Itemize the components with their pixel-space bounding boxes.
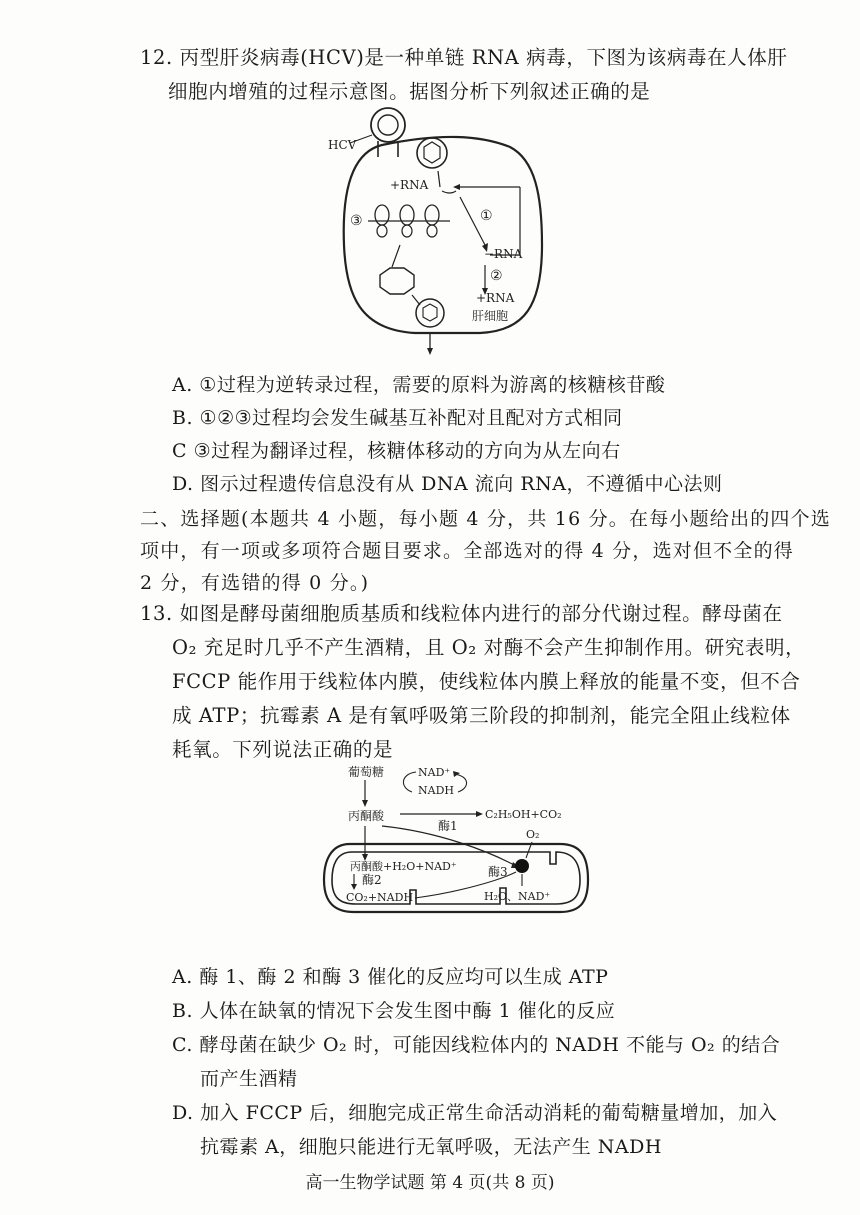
minus-rna: −RNA [484, 247, 523, 261]
q13-option-c-line-2: 而产生酒精 [200, 1068, 298, 1090]
process-2-mark: ② [490, 268, 503, 284]
q12-stem-line-1: 12. 丙型肝炎病毒(HCV)是一种单链 RNA 病毒，下图为该病毒在人体肝 [140, 46, 788, 69]
hcv-virion-inner [378, 115, 398, 135]
q13-option-d-line-1: D. 加入 FCCP 后，细胞完成正常生命活动消耗的葡萄糖量增加，加入 [172, 1102, 778, 1124]
mito-reactants: 丙酮酸+H₂O+NAD⁺ [350, 860, 457, 873]
q12-option-b: B. ①②③过程均会发生碱基互补配对且配对方式相同 [172, 407, 623, 429]
plus-rna-top: +RNA [390, 178, 429, 192]
enzyme3-complex [515, 859, 529, 873]
glucose-label: 葡萄糖 [348, 765, 385, 779]
hcv-virion-outer [371, 108, 405, 142]
pyruvate-label: 丙酮酸 [348, 809, 385, 823]
q13-option-b: B. 人体在缺氧的情况下会发生图中酶 1 催化的反应 [172, 1000, 616, 1022]
q12-stem-line-2: 细胞内增殖的过程示意图。据图分析下列叙述正确的是 [168, 80, 651, 103]
process-1-mark: ① [480, 208, 493, 224]
q13-stem-line-4: 成 ATP；抗霉素 A 是有氧呼吸第三阶段的抑制剂，能完全阻止线粒体 [172, 704, 791, 727]
q13-option-c-line-1: C. 酵母菌在缺少 O₂ 时，可能因线粒体内的 NADH 不能与 O₂ 的结合 [172, 1034, 781, 1056]
mito-products: CO₂+NADH [346, 891, 414, 904]
q13-stem-line-5: 耗氧。下列说法正确的是 [172, 738, 394, 761]
q13-stem-line-1: 13. 如图是酵母菌细胞质基质和线粒体内进行的部分代谢过程。酵母菌在 [140, 602, 783, 625]
page-footer: 高一生物学试题 第 4 页(共 8 页) [305, 1173, 555, 1193]
q12-option-d: D. 图示过程遗传信息没有从 DNA 流向 RNA，不遵循中心法则 [172, 473, 723, 495]
enzyme3-label: 酶3 [488, 865, 508, 879]
q13-option-a: A. 酶 1、酶 2 和酶 3 催化的反应均可以生成 ATP [172, 966, 609, 988]
h2o-nad-label: H₂O、NAD⁺ [484, 890, 551, 903]
q13-stem-line-2: O₂ 充足时几乎不产生酒精，且 O₂ 对酶不会产生抑制作用。研究表明， [172, 636, 806, 659]
liver-cell-label: 肝细胞 [472, 309, 509, 323]
plus-rna-bottom: +RNA [476, 291, 515, 305]
section2-line-2: 项中，有一项或多项符合题目要求。全部选对的得 4 分，选对但不全的得 [140, 540, 794, 562]
q13-option-d-line-2: 抗霉素 A，细胞只能进行无氧呼吸，无法产生 NADH [200, 1136, 662, 1158]
budding-virion [416, 299, 444, 327]
nadh-top: NADH [418, 784, 454, 797]
nad-plus-top: NAD⁺ [418, 766, 451, 779]
q12-option-c: C ③过程为翻译过程，核糖体移动的方向为从左向右 [172, 440, 621, 462]
enzyme2-label: 酶2 [362, 873, 382, 887]
section2-line-3: 2 分，有选错的得 0 分。) [140, 572, 370, 594]
section2-line-1: 二、选择题(本题共 4 小题，每小题 4 分，共 16 分。在每小题给出的四个选 [140, 508, 832, 530]
q13-stem-line-3: FCCP 能作用于线粒体内膜，使线粒体内膜上释放的能量不变，但不合 [172, 670, 801, 693]
enzyme1-label: 酶1 [438, 819, 458, 833]
ethanol-co2-label: C₂H₅OH+CO₂ [485, 808, 562, 821]
q13-metabolism-figure [320, 762, 590, 922]
assembled-capsid [380, 268, 414, 294]
o2-label: O₂ [526, 828, 540, 841]
q12-hcv-figure [320, 105, 560, 355]
hcv-label: HCV [328, 138, 357, 152]
q12-option-a: A. ①过程为逆转录过程，需要的原料为游离的核糖核苷酸 [172, 374, 666, 396]
process-3-mark: ③ [350, 213, 363, 229]
